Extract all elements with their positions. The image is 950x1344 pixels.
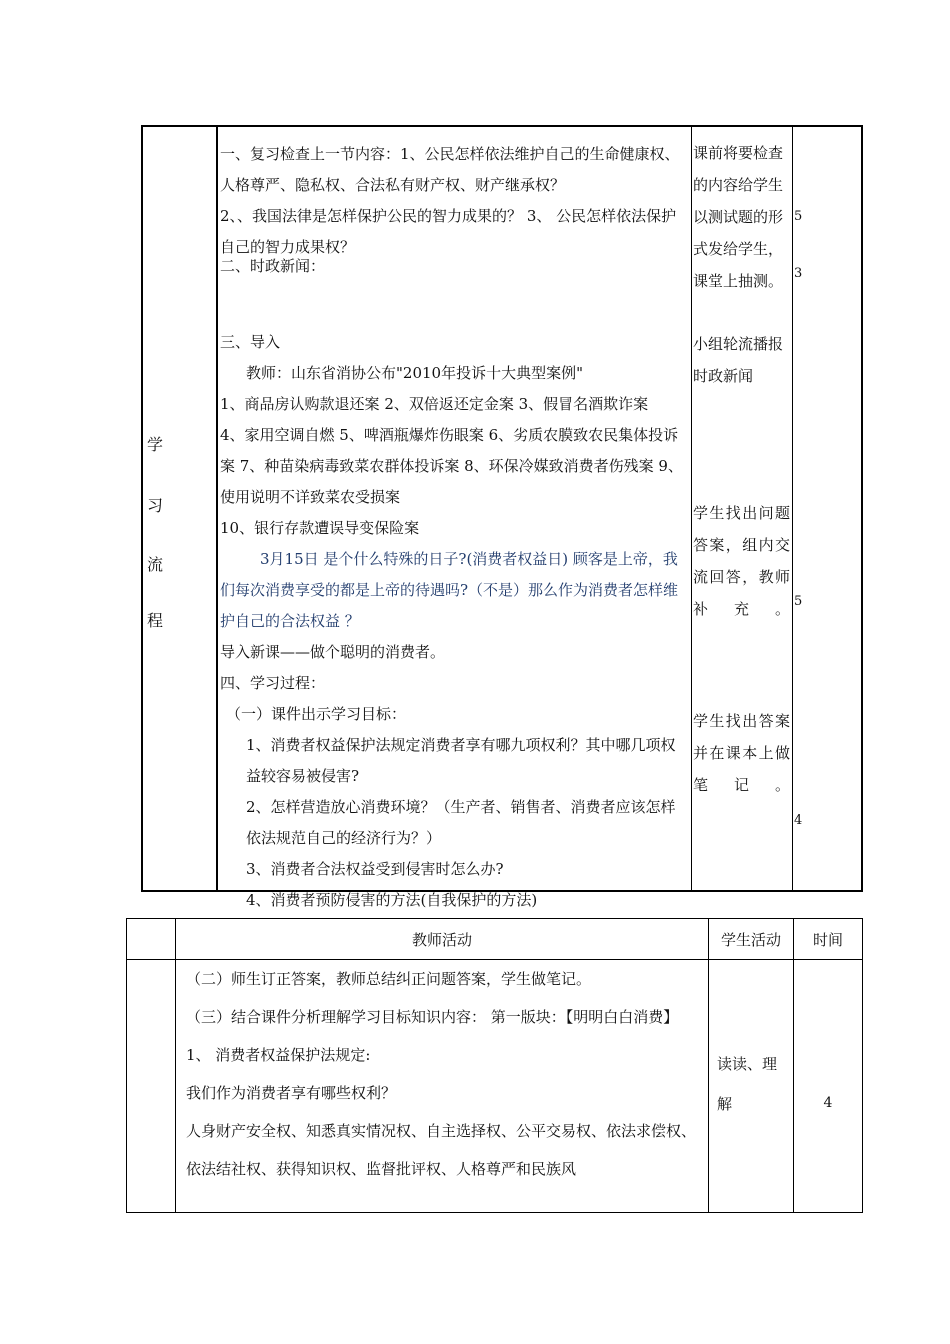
time-value: 5 <box>794 209 803 224</box>
student-activity-cell <box>692 126 793 891</box>
intro-teacher: 教师：山东省消协公布"2010年投诉十大典型案例" <box>246 364 583 382</box>
header-time: 时间 <box>794 919 863 960</box>
news-heading: 二、时政新闻： <box>220 257 326 275</box>
goal-2: 2、怎样营造放心消费环境？（生产者、销售者、消费者应该怎样依法规范自己的经济行为？） <box>246 798 676 847</box>
teacher-line-5: 人身财产安全权、知悉真实情况权、自主选择权、公平交易权、依法求偿权、依法结社权、获得知识权、监督批评权、人格尊严和民族风 <box>186 1122 697 1178</box>
lesson-flow-table <box>141 125 863 909</box>
process-heading: 四、学习过程： <box>220 674 326 692</box>
student-note-4: 学生找出答案并在课本上做笔记。 <box>693 712 790 794</box>
goal-1: 1、消费者权益保护法规定消费者享有哪九项权利？其中哪几项权益较容易被侵害? <box>246 736 676 785</box>
activity-table <box>126 918 863 1213</box>
goal-3: 3、消费者合法权益受到侵害时怎么办? <box>246 860 504 878</box>
side-label-char: 习 <box>147 496 164 515</box>
side-label-cell <box>142 126 217 891</box>
student-note-1: 课前将要检查的内容给学生以测试题的形式发给学生，课堂上抽测。 <box>693 144 784 290</box>
intro-heading: 三、导入 <box>220 333 281 351</box>
main-content-cell <box>217 126 692 909</box>
new-lesson: 导入新课——做个聪明的消费者。 <box>220 643 446 661</box>
teacher-line-1: （二）师生订正答案，教师总结纠正问题答案，学生做笔记。 <box>186 970 592 988</box>
side-label-char: 流 <box>147 555 164 574</box>
cases-line-2: 4、家用空调自燃 5、啤酒瓶爆炸伤眼案 6、劣质农膜致农民集体投诉案 7、种苗染病毒致菜农群体投诉案 8、环保冷媒致消费者伤残案 9、使用说明不详致菜农受损案 <box>220 426 683 506</box>
intro-block <box>220 327 689 916</box>
review-line-2: 2、、我国法律是怎样保护公民的智力成果的？ 3、 公民怎样依法保护自己的智力成果权？ <box>220 207 677 256</box>
cases-line-3: 10、银行存款遭误导变保险案 <box>220 519 420 537</box>
goals-heading: （一）课件出示学习目标： <box>226 705 407 723</box>
side-label-char: 程 <box>147 611 164 630</box>
student-note-3: 学生找出问题答案，组内交流回答，教师补充。 <box>693 504 790 618</box>
header-student: 学生活动 <box>709 919 794 960</box>
student-text: 读读、理解 <box>717 1055 778 1113</box>
goal-4: 4、消费者预防侵害的方法(自我保护的方法) <box>246 891 538 909</box>
review-line-1: 一、复习检查上一节内容：1、公民怎样依法维护自己的生命健康权、人格尊严、隐私权、合法私有财产权、财产继承权？ <box>220 145 680 194</box>
header-teacher: 教师活动 <box>176 919 709 960</box>
cases-line-1: 1、商品房认购款退还案 2、双倍返还定金案 3、假冒名酒欺诈案 <box>220 395 649 413</box>
teacher-line-3: 1、 消费者权益保护法规定: <box>186 1046 371 1064</box>
time-cell <box>793 126 863 891</box>
header-empty <box>127 919 176 960</box>
teacher-activity-cell <box>176 960 709 1213</box>
review-block <box>220 139 689 263</box>
student-note-2: 小组轮流播报时政新闻 <box>693 335 784 385</box>
student-activity-cell-2 <box>709 960 794 1213</box>
march15-text: 3月15日 是个什么特殊的日子?(消费者权益日) 顾客是上帝，我们每次消费享受的都是上帝的待遇吗?（不是）那么作为消费者怎样维护自己的合法权益 ？ <box>220 550 679 630</box>
teacher-line-4: 我们作为消费者享有哪些权利？ <box>186 1084 397 1102</box>
teacher-line-2: （三）结合课件分析理解学习目标知识内容： 第一版块：【明明白白消费】 <box>186 1008 679 1026</box>
time-value: 4 <box>794 813 803 828</box>
time-value: 3 <box>794 266 803 281</box>
time-value-2: 4 <box>823 1095 833 1111</box>
row-label-cell <box>127 960 176 1213</box>
time-cell-2 <box>794 960 863 1213</box>
time-value: 5 <box>794 594 803 609</box>
side-label-char: 学 <box>147 435 164 454</box>
